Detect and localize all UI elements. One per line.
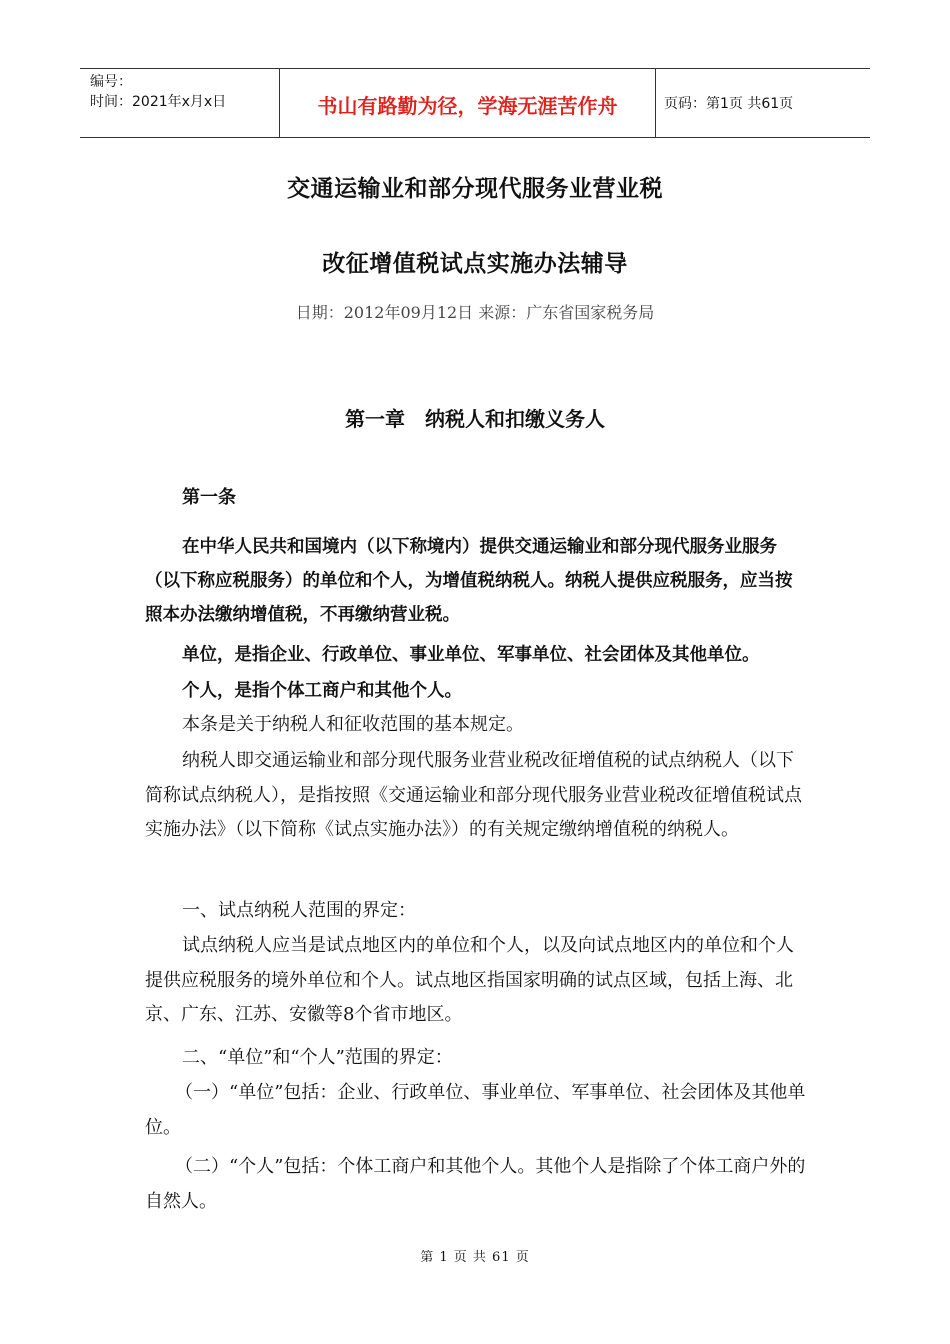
page-header	[80, 68, 870, 138]
paragraph-unit-scope: （一）“单位”包括：企业、行政单位、事业单位、军事单位、社会团体及其他单位。	[145, 1082, 806, 1138]
paragraph-taxpayer-explain: 纳税人即交通运输业和部分现代服务业营业税改征增值税的试点纳税人（以下简称试点纳税人），是指按照《交通运输业和部分现代服务业营业税改征增值税试点实施办法》（以下简称《试点实施办法》）的有关规定缴纳增值税的纳税人。	[145, 750, 802, 840]
paragraph-section-two: 二、“单位”和“个人”范围的界定：	[182, 1047, 453, 1068]
doc-meta: 日期：2012年09月12日 来源：广东省国家税务局	[295, 303, 655, 322]
paragraph-section-one: 一、试点纳税人范围的界定：	[182, 900, 416, 921]
chapter-heading: 第一章 纳税人和扣缴义务人	[345, 407, 605, 431]
header-motto: 书山有路勤为径，学海无涯苦作舟	[280, 69, 656, 137]
paragraph-individual-definition: 个人，是指个体工商户和其他个人。	[182, 681, 462, 701]
number-label: 编号：	[90, 74, 132, 90]
paragraph-basic-rule: 本条是关于纳税人和征收范围的基本规定。	[182, 714, 524, 735]
page-footer: 第 1 页 共 61 页	[420, 1250, 530, 1265]
paragraph-article-text: 在中华人民共和国境内（以下称境内）提供交通运输业和部分现代服务业服务（以下称应税服务）的单位和个人，为增值税纳税人。纳税人提供应税服务，应当按照本办法缴纳增值税，不再缴纳营业税。	[145, 537, 793, 625]
article-heading: 第一条	[182, 487, 236, 508]
doc-title-line2: 改征增值税试点实施办法辅导	[322, 251, 628, 277]
doc-title-line1: 交通运输业和部分现代服务业营业税	[287, 176, 663, 202]
paragraph-individual-scope: （二）“个人”包括：个体工商户和其他个人。其他个人是指除了个体工商户外的自然人。	[145, 1156, 806, 1212]
time-label: 时间：2021年x月x日	[90, 94, 227, 110]
paragraph-unit-definition: 单位，是指企业、行政单位、事业单位、军事单位、社会团体及其他单位。	[182, 645, 760, 665]
header-info-cell	[80, 69, 280, 137]
header-page-info: 页码：第1页 共61页	[664, 96, 794, 112]
paragraph-pilot-scope: 试点纳税人应当是试点地区内的单位和个人，以及向试点地区内的单位和个人提供应税服务的境外单位和个人。试点地区指国家明确的试点区域，包括上海、北京、广东、江苏、安徽等8个省市地区。	[145, 935, 794, 1025]
